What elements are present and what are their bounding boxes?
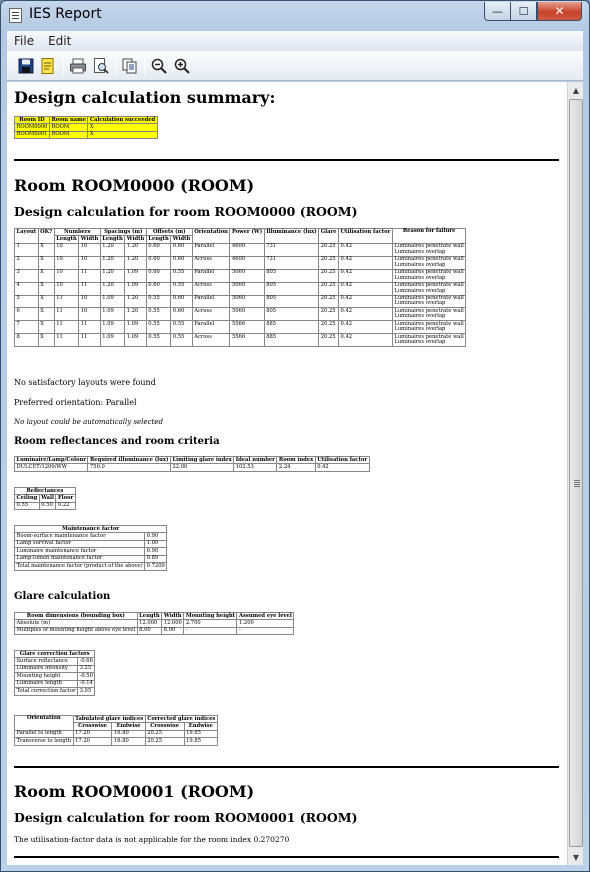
col-illuminance: Illuminance (lux) [264,229,319,244]
failure-reason-line: Luminaires penetrate wall [394,307,464,314]
failure-reason-cell [392,321,466,334]
menu-bar [7,31,583,51]
table-cell: 1.20 [100,269,125,282]
table-row [15,502,76,509]
zoom-in-icon[interactable] [173,57,191,75]
table-cell: Parallel [192,269,230,282]
glare-correction-title: Glare correction factors [15,651,95,658]
table-cell: Parallel [192,295,230,308]
table-row [15,334,466,347]
table-cell: 8.00 [137,627,162,634]
table-cell: Room-surface maintenance factor [15,533,145,540]
table-cell: 0.60 [171,295,193,308]
table-row [15,688,95,695]
summary-header-room-name: Room name [51,116,86,123]
table-cell: Lamp survival factor [15,540,145,547]
table-row [15,256,466,269]
reflectances-title: Reflectances [15,488,76,495]
table-cell: 0.42 [339,295,393,308]
table-cell: 20.25 [319,308,339,321]
table-cell: 0.22 [56,502,75,509]
table-cell: 805 [264,282,319,295]
failure-reason-line: Luminaires penetrate wall [394,333,464,340]
table-row [15,620,294,627]
table-cell: 10 [54,269,79,282]
table-cell: Across [192,334,230,347]
table-cell: 10 [79,243,101,256]
col-reason: Reason for failure [392,229,466,244]
table-cell: 0.42 [339,334,393,347]
scroll-up-arrow-icon[interactable]: ▲ [572,85,580,95]
table-cell: Total maintenance factor (product of the above) [16,562,143,569]
table-cell: 0.42 [339,256,393,269]
preferred-orientation-text: Preferred orientation: Parallel [14,398,137,407]
table-cell: 805 [264,308,319,321]
print-preview-icon[interactable] [92,57,110,75]
failure-reason-cell [392,295,466,308]
table-cell: 885 [264,321,319,334]
table-cell: 805 [264,295,319,308]
failure-reason-line: Luminaires overlap [394,326,446,333]
glare-idx-header: Corrected glare indices [147,715,216,722]
table-cell: ROOM0001 [16,131,48,138]
failure-reason-cell [392,308,466,321]
table-cell: DULCET/1200/WW [15,464,88,471]
table-cell: Luminaire length [15,680,78,687]
col-numbers-length: Length [56,235,77,242]
table-cell: 12.000 [163,619,182,626]
close-button[interactable]: ✕ [537,2,582,21]
table-cell: 0.55 [146,321,171,334]
table-cell: Across [192,282,230,295]
table-cell: 0.60 [146,256,171,269]
table-cell: 0.42 [339,321,393,334]
table-cell: 2 [15,256,39,269]
table-row [15,282,466,295]
reflectance-header: Wall [41,494,54,501]
table-cell: - [184,627,237,634]
table-cell: 4 [15,282,39,295]
col-offset-length: Length [148,235,169,242]
table-cell: 2.700 [184,620,237,627]
table-cell: -0.50 [79,672,93,679]
dims-header: Mounting height [185,612,235,619]
room0-heading: Room ROOM0000 (ROOM) [14,176,255,195]
section-divider [14,856,559,858]
table-cell: 5 [15,295,39,308]
table-cell: 0.42 [339,308,393,321]
dims-header: Width [162,613,184,620]
table-cell: X [38,282,54,295]
col-numbers: Numbers [54,229,100,236]
table-cell: 0.42 [339,243,393,256]
dims-header: Length [139,612,160,619]
table-cell: 10 [79,308,101,321]
table-cell: 17.20 [73,738,112,745]
table-cell: 11 [54,334,79,347]
failure-reason-line: Luminaires overlap [394,287,446,294]
failure-reason-line: Luminaires penetrate wall [394,243,464,250]
no-layouts-text: No satisfactory layouts were found [14,378,156,387]
table-cell: X [38,256,54,269]
table-cell: 0.55 [171,334,193,347]
table-cell: 0.42 [339,269,393,282]
col-glare: Glare [319,229,339,244]
table-cell: 0.55 [171,269,193,282]
table-cell: 22.00 [170,464,233,471]
glare-indices-table [14,715,218,746]
table-cell: 11 [79,334,101,347]
table-cell: 1.200 [237,620,294,627]
table-cell: 10 [79,295,101,308]
table-row [15,131,158,138]
table-cell: 0.55 [171,282,193,295]
table-cell: 20.25 [319,269,339,282]
table-cell: 6 [15,308,39,321]
maintenance-table [14,525,167,571]
table-cell: X [38,295,54,308]
glare-idx-header: Tabulated glare indices [75,715,144,722]
table-row [15,533,167,540]
table-cell: Luminaire intensity [15,665,78,672]
table-cell: 8.00 [162,627,184,634]
table-cell: 0.60 [171,308,193,321]
maximize-button[interactable]: ☐ [510,2,537,21]
table-cell: 0.60 [171,243,193,256]
table-cell: 0.42 [315,464,369,471]
table-cell: 12.000 [137,620,162,627]
menu-edit[interactable]: Edit [48,34,72,48]
table-cell: 16.80 [112,730,145,737]
table-cell: 731 [264,256,319,269]
table-row [15,658,95,665]
table-row [15,563,167,570]
table-cell: 5060 [230,282,264,295]
table-cell: 11 [54,295,79,308]
table-cell: 1.09 [125,282,147,295]
table-cell: 11 [79,269,101,282]
criteria-header: Utilisation factor [317,456,368,463]
table-cell: 3.25 [78,665,95,672]
table-cell: 4600 [230,243,264,256]
no-auto-text: No layout could be automatically selected [14,418,163,426]
minimize-button[interactable]: — [484,2,511,21]
table-cell: 0.50 [39,502,56,509]
table-cell: Parallel to length [15,730,74,737]
table-cell: 10 [79,256,101,269]
table-cell: 4600 [230,256,264,269]
table-cell: 5060 [230,308,264,321]
table-cell: 1.20 [125,308,147,321]
reflectance-header: Ceiling [16,494,38,501]
col-numbers-width: Width [80,235,99,242]
col-spacing-length: Length [102,235,123,242]
app-icon [9,8,22,23]
table-cell: 11 [79,282,101,295]
table-cell: 1 [15,243,39,256]
summary-header-succeeded: Calculation succeeded [89,116,156,123]
glare-idx-subheader: Endwise [184,723,217,730]
table-cell: 885 [264,334,319,347]
table-cell: 1.20 [125,295,147,308]
table-cell: ROOM [49,124,87,131]
glare-idx-header: Orientation [15,716,74,731]
failure-reason-line: Luminaires overlap [394,261,446,268]
table-cell: X [38,243,54,256]
copy-icon[interactable] [121,57,139,75]
table-cell: 1.09 [125,334,147,347]
table-cell: 11 [54,321,79,334]
col-power: Power (W) [230,229,264,244]
table-row [15,124,158,131]
glare-idx-subheader: Crosswise [73,723,112,730]
table-cell: 731 [264,243,319,256]
table-row [15,269,466,282]
criteria-table [14,456,370,472]
reflectance-header: Floor [57,494,74,501]
table-cell: X [38,308,54,321]
table-cell: 0.42 [339,282,393,295]
failure-reason-line: Luminaires penetrate wall [394,269,464,276]
table-cell: 16.80 [112,738,145,745]
room1-heading: Room ROOM0001 (ROOM) [14,782,255,801]
table-row [15,308,466,321]
col-orientation: Orientation [192,229,230,244]
table-row [15,673,95,680]
save-icon[interactable] [17,57,35,75]
table-cell: 0.55 [146,308,171,321]
table-cell: 5060 [230,269,264,282]
room-dimensions-table [14,612,294,635]
table-cell: 20.25 [319,243,339,256]
table-cell: 20.25 [145,738,184,745]
glare-correction-table [14,650,95,696]
table-row [15,295,466,308]
table-cell: 8 [15,334,39,347]
table-row [15,548,167,555]
table-cell: 1.09 [100,295,125,308]
menu-file[interactable]: File [14,34,35,48]
report-content[interactable] [7,82,567,865]
table-cell: 20.25 [319,321,339,334]
failure-reason-line: Luminaires penetrate wall [394,282,464,289]
maintenance-title: Maintenance factor [15,526,167,533]
table-cell: X [88,124,157,131]
failure-reason-cell [392,269,466,282]
table-cell: 10 [54,282,79,295]
reflectances-table [14,487,76,510]
failure-reason-line: Luminaires penetrate wall [394,295,464,302]
col-layout: Layout [15,229,39,244]
dims-header: Assumed eye level [238,612,292,619]
section-divider [14,159,559,161]
summary-table [14,116,158,139]
room1-note: The utilisation-factor data is not applicable for the room index 0.270270 [14,835,290,844]
table-cell: 20.25 [319,282,339,295]
table-cell: 0.55 [146,334,171,347]
failure-reason-line: Luminaires overlap [394,248,446,255]
failure-reason-line: Luminaires penetrate wall [394,256,464,263]
zoom-out-icon[interactable] [150,57,168,75]
table-cell: 1.20 [125,243,147,256]
table-cell: ROOM [49,131,87,138]
glare-heading: Glare calculation [14,591,111,602]
table-row [15,680,95,687]
table-row [15,555,167,562]
table-cell: 0.60 [171,256,193,269]
table-row [15,540,167,547]
export-icon[interactable] [39,57,57,75]
table-cell: 11 [54,308,79,321]
table-cell: 20.25 [145,730,184,737]
table-cell: 3 [15,269,39,282]
vertical-scrollbar[interactable] [567,82,583,865]
criteria-header: Required illuminance (lux) [89,456,169,463]
table-cell: 0.60 [146,243,171,256]
table-cell: 1.09 [100,334,125,347]
summary-heading: Design calculation summary: [14,88,276,107]
table-cell: 0.60 [146,282,171,295]
section-divider [14,766,559,768]
table-cell: 17.20 [73,730,112,737]
summary-header-room-id: Room ID [15,117,50,124]
table-cell: 5566 [230,321,264,334]
table-cell: 1.09 [125,321,147,334]
room1-design-heading: Design calculation for room ROOM0001 (ROOM) [14,810,358,825]
table-cell: X [38,321,54,334]
table-cell: Luminaire maintenance factor [15,548,145,555]
table-cell: X [38,334,54,347]
col-offset-width: Width [172,235,191,242]
table-row [15,464,370,471]
room0-design-heading: Design calculation for room ROOM0000 (ROOM) [14,204,358,219]
table-cell: Parallel [192,243,230,256]
criteria-header: Room index [278,456,314,463]
table-cell: 11 [79,321,101,334]
table-cell: Transverse to length [16,737,72,744]
scroll-down-arrow-icon[interactable]: ▼ [572,852,580,862]
table-cell: 1.00 [145,540,167,547]
table-cell: Absolute (m) [15,620,138,627]
table-cell: 102.53 [234,464,277,471]
table-cell: Across [192,256,230,269]
failure-reason-line: Luminaires overlap [394,339,446,346]
table-cell: 1.09 [100,321,125,334]
table-cell: 0.55 [146,295,171,308]
title-bar[interactable] [1,1,589,29]
table-cell: Across [192,308,230,321]
table-cell: 19.85 [184,738,217,745]
failure-reason-line: Luminaires penetrate wall [394,320,464,327]
reflectances-heading: Room reflectances and room criteria [14,436,220,447]
table-cell: 20.25 [319,295,339,308]
table-row [15,738,218,745]
table-cell: -0.14 [79,680,93,687]
table-cell: 1.09 [125,269,147,282]
table-cell: 1.20 [100,282,125,295]
table-cell: 0.55 [171,321,193,334]
table-cell: 750.0 [88,464,171,471]
layout-table [14,228,466,347]
table-cell: X [38,269,54,282]
col-spacings: Spacings (m) [100,229,146,236]
table-cell: 3.05 [78,688,95,695]
table-cell: Total correction factor [16,687,76,694]
col-spacing-width: Width [126,235,145,242]
print-icon[interactable] [69,57,87,75]
table-row [15,730,218,737]
table-cell: Multiples of mounting height above eye level [16,627,136,634]
table-cell: 1.09 [100,308,125,321]
table-cell: 20.25 [319,256,339,269]
failure-reason-cell [392,243,466,256]
failure-reason-line: Luminaires overlap [394,274,446,281]
table-row [15,627,294,634]
table-cell: 5566 [230,334,264,347]
criteria-header: Ideal number [235,456,275,463]
failure-reason-cell [392,282,466,295]
table-cell: 0.55 [15,502,40,509]
table-cell: X [88,131,157,138]
criteria-header: Limiting glare index [172,456,232,463]
table-cell: 0.60 [146,269,171,282]
col-ok: OK? [38,229,54,244]
criteria-header: Luminaire/Lamp/Colour [16,456,86,463]
table-cell: Lamp-lumen maintenance factor [15,555,145,562]
table-cell: 7 [15,321,39,334]
glare-idx-subheader: Crosswise [145,723,184,730]
table-row [15,321,466,334]
table-cell: 1.20 [100,243,125,256]
table-cell: ROOM0000 [16,123,48,130]
table-cell: 10 [54,243,79,256]
dims-header: Room dimensions (bounding box) [15,613,138,620]
table-cell: 19.85 [184,730,217,737]
table-cell: 1.20 [125,256,147,269]
table-cell: Mounting height [15,673,78,680]
window-title: IES Report [29,6,102,22]
scroll-thumb[interactable] [569,99,583,847]
table-cell: Parallel [192,321,230,334]
table-cell: 1.20 [100,256,125,269]
toolbar [7,51,583,81]
table-cell: 0.7209 [146,562,165,569]
failure-reason-line: Luminaires overlap [394,313,446,320]
failure-reason-cell [392,334,466,347]
table-cell: 2.24 [277,464,315,471]
table-cell: Surface reflectance [15,658,78,665]
col-utilisation: Utilisation factor [339,229,393,244]
table-cell: 20.25 [319,334,339,347]
col-offsets: Offsets (m) [146,229,192,236]
table-cell: 0.90 [145,548,167,555]
failure-reason-cell [392,256,466,269]
table-cell: 0.90 [145,533,167,540]
table-cell: -0.66 [79,657,93,664]
table-cell: 805 [264,269,319,282]
failure-reason-line: Luminaires overlap [394,300,446,307]
glare-idx-subheader: Endwise [112,723,145,730]
table-row [15,243,466,256]
table-cell: 5060 [230,295,264,308]
table-cell: - [237,627,294,634]
table-cell: 0.89 [145,555,167,562]
table-cell: 10 [54,256,79,269]
table-row [15,665,95,672]
